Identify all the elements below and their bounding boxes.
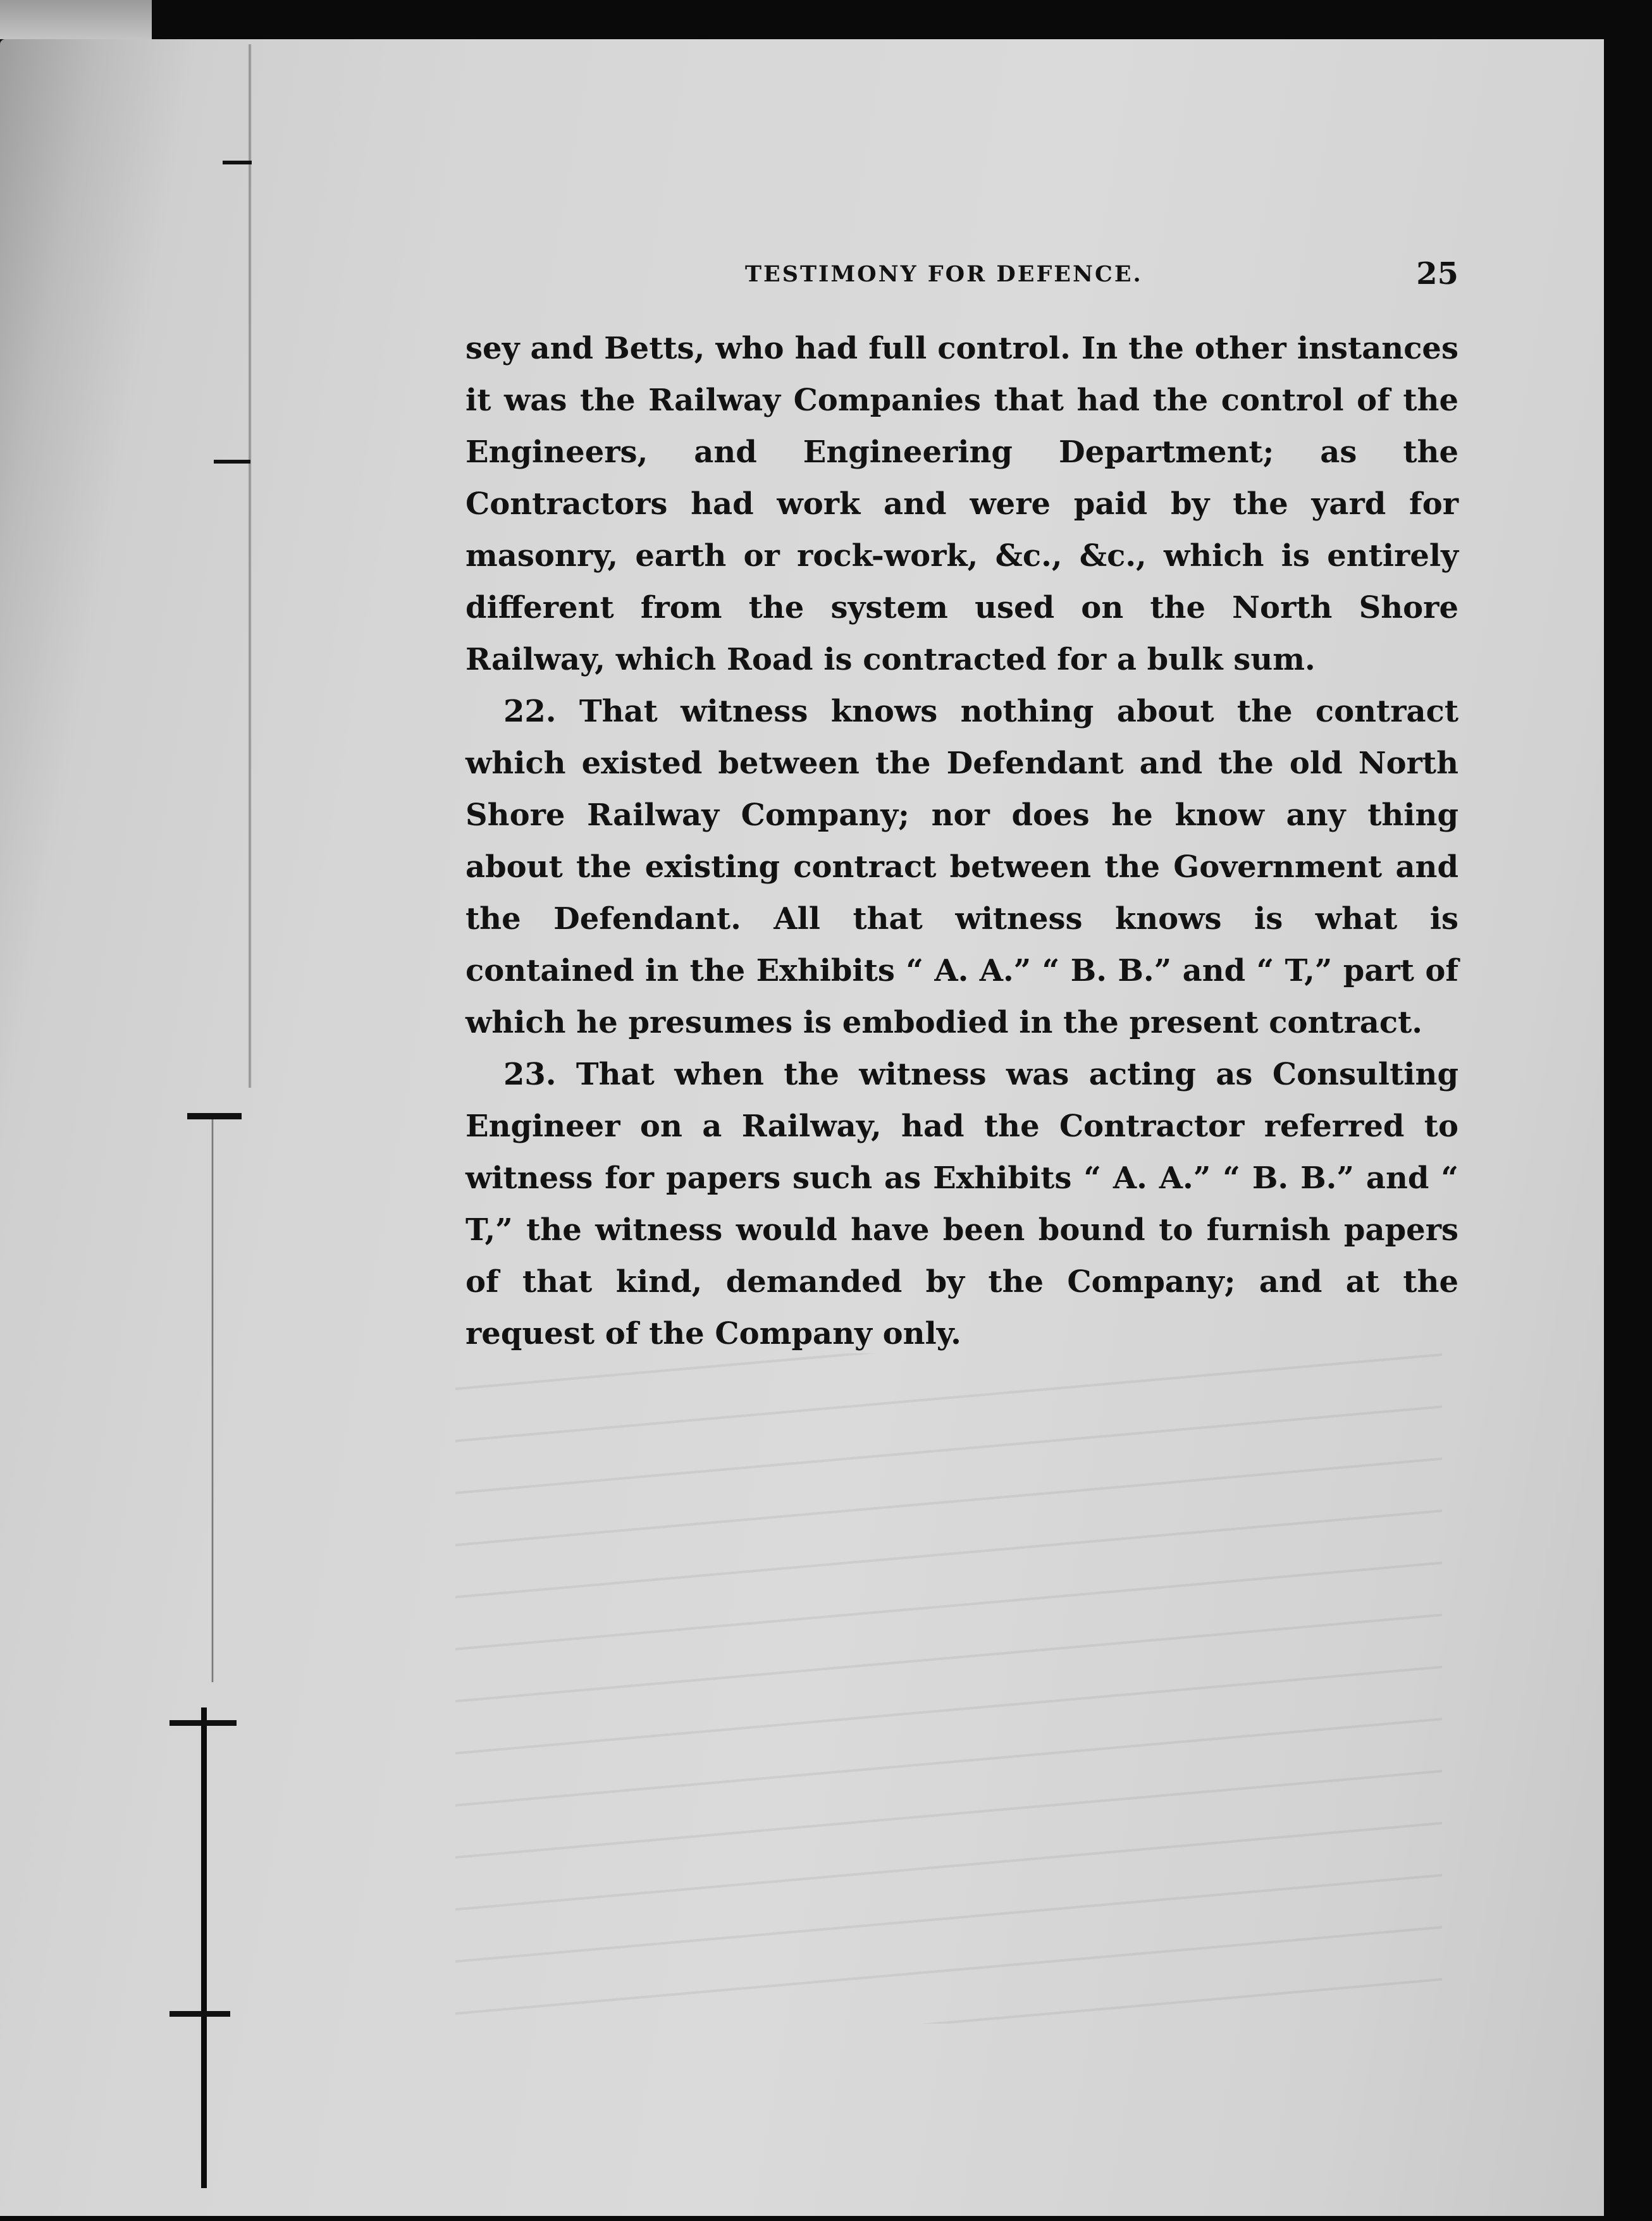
scan-page-corner [0, 0, 152, 39]
scan-right-border [1604, 39, 1652, 2221]
show-through-text [455, 1353, 1442, 2024]
paragraph-23: 23. That when the witness was acting as Consulting Engineer on a Railway, had the Contractor referred to witness for papers such as Exhibits “ A. A.” “ B. B.” and “ T,” the witness would have been bound to furnish papers of that kind, demanded by the Company; and at the request of the Company only. [465, 1057, 1458, 1351]
binding-fold-lower [211, 1113, 214, 1682]
binding-tick-mark [223, 161, 252, 164]
running-head [745, 256, 1458, 294]
binding-tick-mark [170, 2011, 230, 2017]
binding-tick-mark [170, 1720, 237, 1726]
body-text [465, 323, 1458, 1360]
binding-tick-mark [214, 460, 250, 464]
scan-bottom-border [0, 2216, 1652, 2221]
binding-fold-upper [248, 44, 252, 1088]
running-title: TESTIMONY FOR DEFENCE. [745, 261, 1143, 287]
paragraph-22: 22. That witness knows nothing about the contract which existed between the Defendant and the old North Shore Railway Company; nor does he know any thing about the existing contract between the Government and the Defendant. All that witness knows is what is contained in the Exhibits “ A. A.” “ B. B.” and “ T,” part of which he presumes is embodied in the present contract. [465, 694, 1458, 1040]
binding-tick-mark [187, 1113, 242, 1119]
paragraph-continued: sey and Betts, who had full control. In the other instances it was the Railway Companies that had the control of the Engineers, and Engineering Department; as the Contractors had work and were paid by the yard for masonry, earth or rock-work, &c., &c., which is entirely different from the system used on the North Shore Railway, which Road is contracted for a bulk sum. [465, 331, 1458, 677]
binding-edge [201, 1707, 207, 2188]
page-number: 25 [1416, 256, 1458, 292]
